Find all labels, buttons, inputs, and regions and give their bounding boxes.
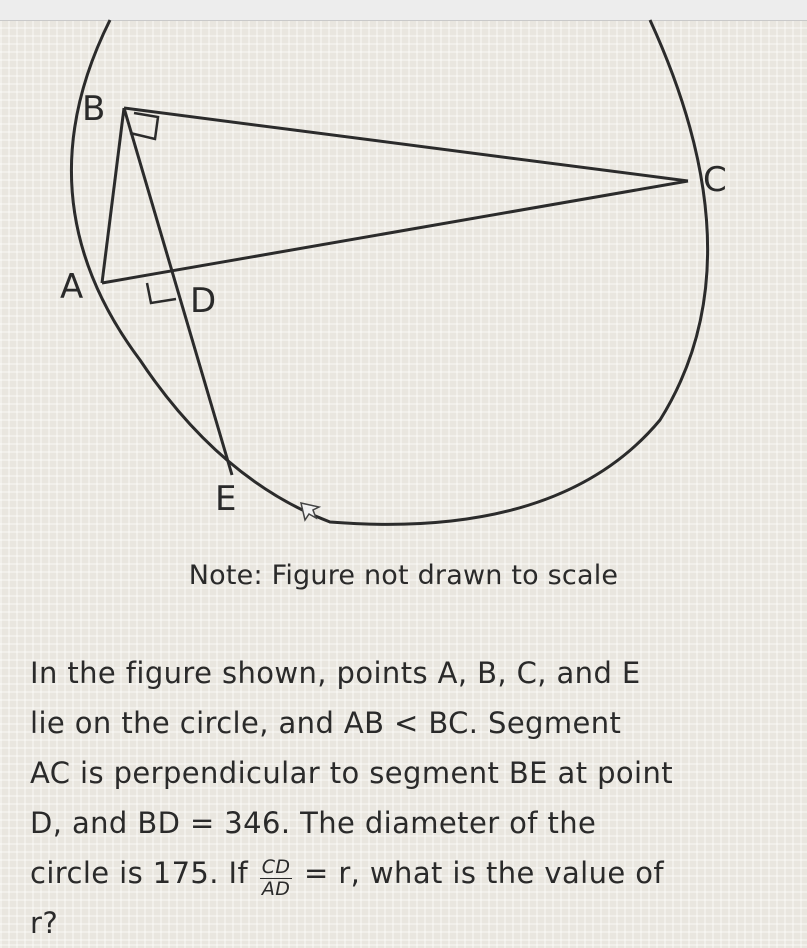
ratio-fraction xyxy=(260,858,293,899)
problem-line-2: lie on the circle, and AB < BC. Segment xyxy=(30,706,622,740)
segment-bc xyxy=(124,108,688,181)
fraction-denominator: AD xyxy=(261,878,291,900)
label-d: D xyxy=(190,281,217,321)
label-b: B xyxy=(82,89,106,129)
problem-line-3: AC is perpendicular to segment BE at point xyxy=(30,756,674,790)
problem-line-5-start: circle is 175. If xyxy=(30,856,249,890)
label-e: E xyxy=(215,479,237,519)
segment-ab xyxy=(102,108,124,283)
fraction-numerator: CD xyxy=(261,856,291,878)
label-a: A xyxy=(60,267,84,307)
figure-note xyxy=(0,560,807,591)
right-angle-mark-d xyxy=(147,283,176,303)
problem-line-6: r? xyxy=(30,906,59,940)
label-c: C xyxy=(703,160,727,200)
problem-text xyxy=(30,648,798,948)
problem-line-5 xyxy=(30,848,798,898)
right-angle-mark-b xyxy=(130,113,158,139)
problem-line-4: D, and BD = 346. The diameter of the xyxy=(30,806,597,840)
segment-ac xyxy=(102,181,688,283)
problem-line-1: In the figure shown, points A, B, C, and E xyxy=(30,656,641,690)
mouse-cursor-icon xyxy=(301,503,319,520)
figure-note-text: Note: Figure not drawn to scale xyxy=(188,560,619,591)
problem-line-5-end: = r, what is the value of xyxy=(304,856,664,890)
